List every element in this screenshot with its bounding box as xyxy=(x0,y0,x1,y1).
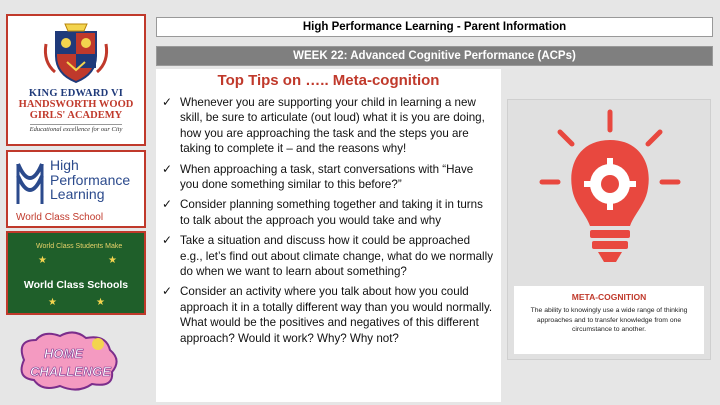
list-item: ✓ When approaching a task, start conversations with “Have you done something similar to this before?” xyxy=(162,161,474,192)
school-name-line1: KING EDWARD VI xyxy=(28,88,124,99)
tips-panel xyxy=(156,69,501,402)
hpl-line2: Performance xyxy=(50,171,131,188)
page-title: High Performance Learning - Parent Information xyxy=(156,17,713,37)
school-name-line2: HANDSWORTH WOOD xyxy=(18,99,134,110)
star-icon: ★ xyxy=(38,255,47,266)
card-description: The ability to knowingly use a wide range of thinking approaches and to transfer knowledge from one circumstance to another. xyxy=(530,307,688,333)
school-name-line3: GIRLS' ACADEMY xyxy=(29,110,123,121)
card-title: META-COGNITION xyxy=(571,292,647,302)
hpl-line3: Learning xyxy=(50,186,105,202)
hpl-subtitle: World Class School xyxy=(16,212,104,223)
hpl-logo xyxy=(6,150,146,228)
school-logo xyxy=(6,14,146,146)
svg-text:CHALLENGE: CHALLENGE xyxy=(30,364,111,379)
tips-title: Top Tips on ….. Meta-cognition xyxy=(217,72,440,89)
svg-text:HOME: HOME xyxy=(44,346,83,361)
home-challenge-logo xyxy=(14,330,122,392)
week-banner: WEEK 22: Advanced Cognitive Performance (ACPs) xyxy=(156,46,713,66)
list-item: ✓ Consider an activity where you talk about how you could approach it in a totally different way than you would normally. What would be the positives and negatives of this different approach? Would it work? Why? Why not? xyxy=(162,284,493,345)
school-crest-icon xyxy=(41,22,111,86)
star-icon: ★ xyxy=(108,255,117,266)
meta-cognition-panel xyxy=(507,99,711,360)
school-motto: Educational excellence for our City xyxy=(29,126,123,133)
check-icon: ✓ xyxy=(162,197,173,212)
lightbulb-icon xyxy=(508,100,712,280)
list-item: ✓ Whenever you are supporting your child in learning a new skill, be sure to articulate (out loud) what it is you are doing, how you are approaching the task and the steps you are taking to complete it – and the reasons why! xyxy=(162,95,485,156)
list-item: ✓ Consider planning something together and taking it in turns to talk about the approach you would take and why xyxy=(162,197,483,227)
wcs-arc-text: World Class Students Make xyxy=(36,243,123,250)
check-icon: ✓ xyxy=(162,233,173,248)
star-icon: ★ xyxy=(48,297,57,308)
hpl-logo-icon xyxy=(14,162,46,206)
definition-card xyxy=(514,286,704,354)
check-icon: ✓ xyxy=(162,284,173,299)
list-item: ✓ Take a situation and discuss how it could be approached e.g., let’s find out about climate change, what do we normally do when we want to learn about something? xyxy=(162,233,493,279)
check-icon: ✓ xyxy=(162,95,173,109)
hpl-line1: High xyxy=(50,157,79,173)
check-icon: ✓ xyxy=(162,161,173,176)
world-class-schools-logo xyxy=(6,231,146,315)
star-icon: ★ xyxy=(96,297,105,308)
wcs-main-text: World Class Schools xyxy=(23,279,129,291)
